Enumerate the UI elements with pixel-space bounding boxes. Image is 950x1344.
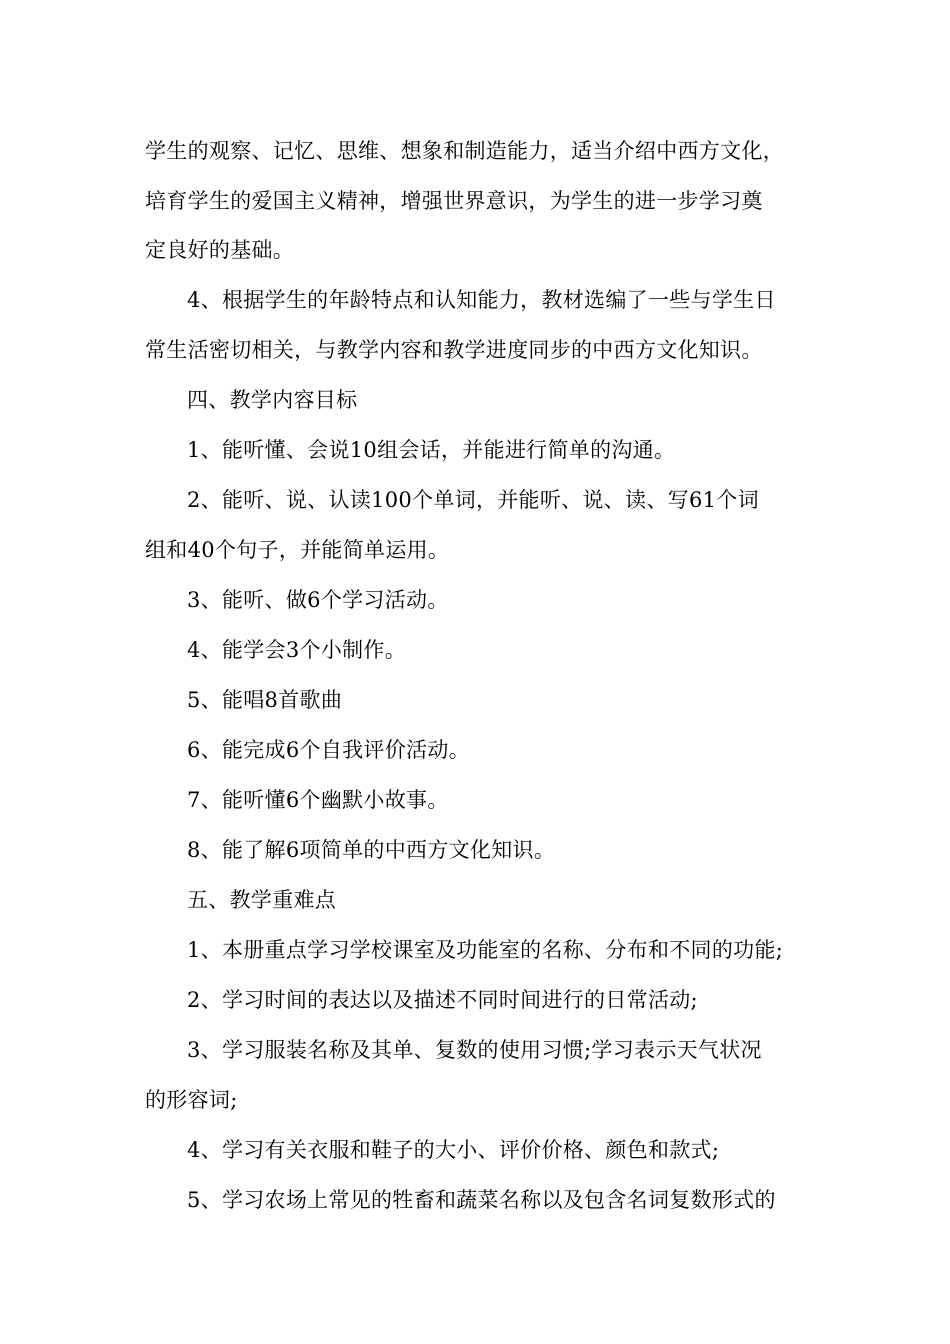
text-line: 5、能唱8首歌曲 <box>187 688 343 712</box>
section-heading: 四、教学内容目标 <box>187 388 358 412</box>
text-line: 5、学习农场上常见的牲畜和蔬菜名称以及包含名词复数形式的 <box>187 1188 776 1212</box>
text-line: 3、学习服装名称及其单、复数的使用习惯;学习表示天气状况 <box>187 1038 762 1062</box>
section-heading: 五、教学重难点 <box>187 888 337 912</box>
text-line: 组和40个句子，并能简单运用。 <box>145 538 450 562</box>
text-line: 定良好的基础。 <box>145 238 295 262</box>
text-line: 6、能完成6个自我评价活动。 <box>187 738 470 762</box>
text-line: 4、能学会3个小制作。 <box>187 638 407 662</box>
text-line: 4、根据学生的年龄特点和认知能力，教材选编了一些与学生日 <box>187 288 776 312</box>
text-line: 1、本册重点学习学校课室及功能室的名称、分布和不同的功能; <box>187 938 784 962</box>
text-line: 3、能听、做6个学习活动。 <box>187 588 449 612</box>
text-line: 常生活密切相关，与教学内容和教学进度同步的中西方文化知识。 <box>145 338 763 362</box>
text-line: 2、学习时间的表达以及描述不同时间进行的日常活动; <box>187 988 698 1012</box>
text-line: 8、能了解6项简单的中西方文化知识。 <box>187 838 556 862</box>
text-line: 的形容词; <box>145 1088 238 1112</box>
text-line: 1、能听懂、会说10组会话，并能进行简单的沟通。 <box>187 438 676 462</box>
text-line: 学生的观察、记忆、思维、想象和制造能力，适当介绍中西方文化， <box>145 139 784 163</box>
text-line: 培育学生的爱国主义精神，增强世界意识，为学生的进一步学习奠 <box>145 189 763 213</box>
text-line: 2、能听、说、认读100个单词，并能听、说、读、写61个词 <box>187 488 759 512</box>
text-line: 4、学习有关衣服和鞋子的大小、评价价格、颜色和款式; <box>187 1138 720 1162</box>
text-line: 7、能听懂6个幽默小故事。 <box>187 788 449 812</box>
